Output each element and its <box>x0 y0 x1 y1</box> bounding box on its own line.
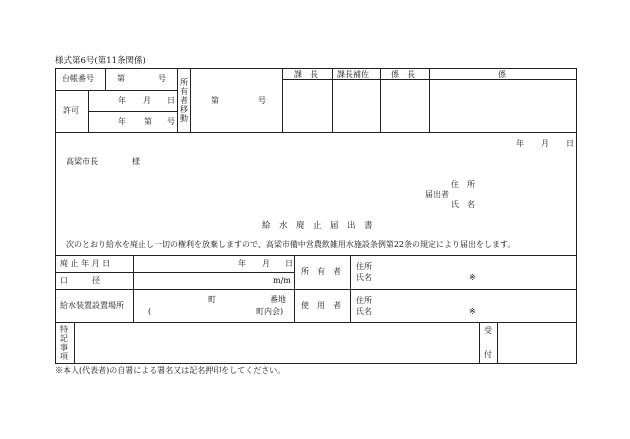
statement: 次のとおり給水を廃止し一切の権利を放棄しますので、高梁市備中営農飲雑用水施設条例第22条の規定により届出をします。 <box>66 240 516 249</box>
ledger-dai: 第 <box>117 74 125 83</box>
permit-nen2: 年 <box>118 117 126 126</box>
user-address-label: 住所 <box>356 296 372 305</box>
document-title: 給 水 廃 止 届 出 書 <box>262 221 373 231</box>
date-nen: 年 <box>516 139 524 148</box>
abolish-label: 廃 止 年 月 日 <box>60 259 111 268</box>
location-paren: ( <box>148 307 152 316</box>
abolish-bottom <box>55 272 295 273</box>
receipt-label-bottom: 付 <box>484 350 492 359</box>
table-bottom <box>55 363 577 364</box>
permit-go: 号 <box>167 117 175 126</box>
location-banchi: 番地 <box>270 295 286 304</box>
transfer-right <box>190 68 191 132</box>
transfer-label: 所有者移動 <box>180 78 188 123</box>
location-machi: 町 <box>208 295 216 304</box>
ledger-bottom <box>55 90 177 91</box>
approval-header-kachohosa: 課長補佐 <box>337 70 369 79</box>
approval-div-3 <box>429 68 430 132</box>
owner-label: 所 有 者 <box>301 267 341 276</box>
label-column-divider <box>133 255 134 322</box>
approval-header-kacho: 課 長 <box>294 70 318 79</box>
approval-header-kakari: 係 <box>498 70 506 79</box>
person-label-divider <box>350 255 351 322</box>
user-label: 使 用 者 <box>301 301 341 310</box>
date-hi: 日 <box>566 139 574 148</box>
approval-div-2 <box>380 68 381 132</box>
applicant-label: 届出者 <box>425 190 449 199</box>
permit-tsuki: 月 <box>143 96 151 105</box>
receipt-label-top: 受 <box>484 326 492 335</box>
location-bottom <box>55 322 577 323</box>
abolish-tsuki: 月 <box>262 259 270 268</box>
owner-mark: ※ <box>469 273 476 282</box>
user-name-label: 氏名 <box>356 307 372 316</box>
permit-hi: 日 <box>167 96 175 105</box>
top-border <box>55 68 577 69</box>
abolish-nen: 年 <box>238 259 246 268</box>
user-mark: ※ <box>469 307 476 316</box>
value-column-divider <box>294 255 295 322</box>
right-border <box>576 68 577 364</box>
ledger-divider <box>105 68 106 90</box>
permit-nen: 年 <box>118 96 126 105</box>
permit-dai: 第 <box>144 117 152 126</box>
owner-address-label: 住所 <box>356 262 372 271</box>
approval-div-1 <box>332 68 333 132</box>
form-id: 様式第6号(第11条関係) <box>55 56 146 66</box>
addressee-sama: 様 <box>132 157 140 166</box>
permit-divider <box>88 90 89 132</box>
transfer-dai: 第 <box>211 96 219 105</box>
approval-left <box>282 68 283 132</box>
location-label: 給水装置設置場所 <box>60 301 124 310</box>
date-tsuki: 月 <box>541 139 549 148</box>
diameter-label: 口 径 <box>60 276 100 285</box>
remarks-label-divider <box>74 322 75 363</box>
permit-label: 許可 <box>63 106 79 115</box>
location-chonaikai: 町内会) <box>256 307 284 316</box>
applicant-address-label: 住 所 <box>451 180 475 189</box>
applicant-name-label: 氏 名 <box>451 200 475 209</box>
ledger-go: 号 <box>158 74 166 83</box>
ledger-label: 台帳番号 <box>62 74 94 83</box>
footnote: ※本人(代表者)の自署による署名又は記名押印をしてください。 <box>55 366 286 375</box>
top-section-bottom <box>55 132 577 133</box>
receipt-left <box>479 322 480 363</box>
abolish-hi: 日 <box>285 259 293 268</box>
approval-header-kakaricho: 係 長 <box>391 70 415 79</box>
owner-name-label: 氏名 <box>356 273 372 282</box>
addressee: 高梁市長 <box>66 157 98 166</box>
receipt-right <box>497 322 498 363</box>
remarks-label: 特記事項 <box>60 325 68 361</box>
transfer-go: 号 <box>258 96 266 105</box>
permit-mid <box>88 111 177 112</box>
left-border <box>55 68 56 364</box>
transfer-left <box>177 68 178 132</box>
diameter-unit: m/m <box>273 276 291 285</box>
